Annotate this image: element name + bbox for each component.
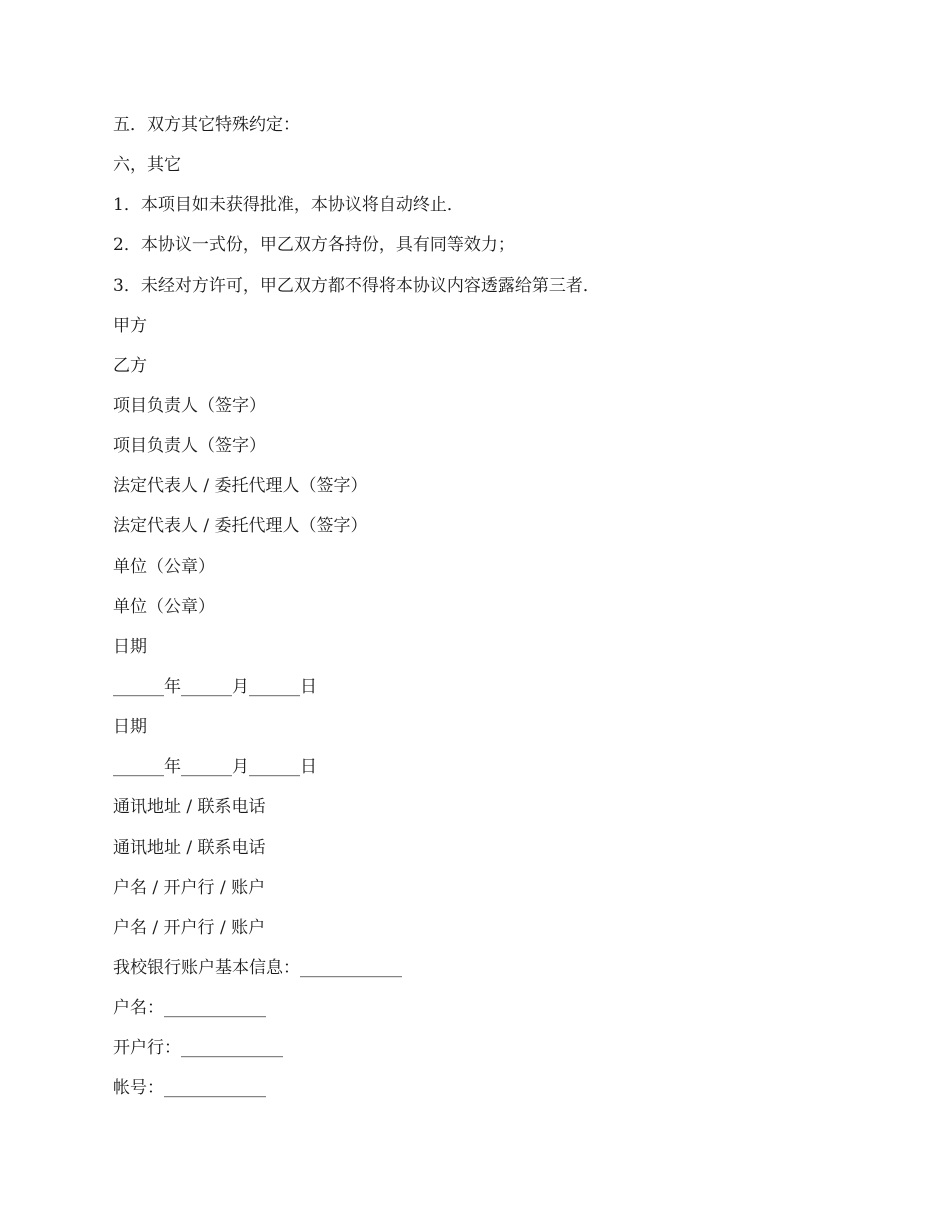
bank-name-field: 开户行：____________	[113, 1038, 283, 1059]
document-body	[113, 110, 600, 1114]
account-info-a: 户名 / 开户行 / 账户	[113, 877, 266, 898]
project-lead-signature-b: 项目负责人（签字）	[113, 436, 266, 457]
party-a-label: 甲方	[113, 315, 147, 336]
address-phone-b: 通讯地址 / 联系电话	[113, 837, 266, 858]
date-blank-a: ______年______月______日	[113, 676, 317, 697]
date-label-a: 日期	[113, 636, 147, 657]
clause-1: 1．本项目如未获得批准，本协议将自动终止．	[113, 195, 464, 216]
section-six-heading: 六，其它	[113, 155, 181, 176]
unit-seal-b: 单位（公章）	[113, 596, 215, 617]
date-label-b: 日期	[113, 717, 147, 738]
account-name-field: 户名：____________	[113, 998, 266, 1019]
clause-3: 3．未经对方许可，甲乙双方都不得将本协议内容透露给第三者．	[113, 275, 600, 296]
legal-rep-signature-a: 法定代表人 / 委托代理人（签字）	[113, 476, 368, 497]
clause-2: 2．本协议一式份，甲乙双方各持份，具有同等效力；	[113, 235, 515, 256]
school-bank-info: 我校银行账户基本信息：____________	[113, 957, 402, 978]
date-blank-b: ______年______月______日	[113, 757, 317, 778]
account-number-field: 帐号：____________	[113, 1078, 266, 1099]
project-lead-signature-a: 项目负责人（签字）	[113, 395, 266, 416]
account-info-b: 户名 / 开户行 / 账户	[113, 917, 266, 938]
unit-seal-a: 单位（公章）	[113, 556, 215, 577]
legal-rep-signature-b: 法定代表人 / 委托代理人（签字）	[113, 516, 368, 537]
address-phone-a: 通讯地址 / 联系电话	[113, 797, 266, 818]
section-five-heading: 五．双方其它特殊约定：	[113, 115, 300, 135]
party-b-label: 乙方	[113, 355, 147, 376]
